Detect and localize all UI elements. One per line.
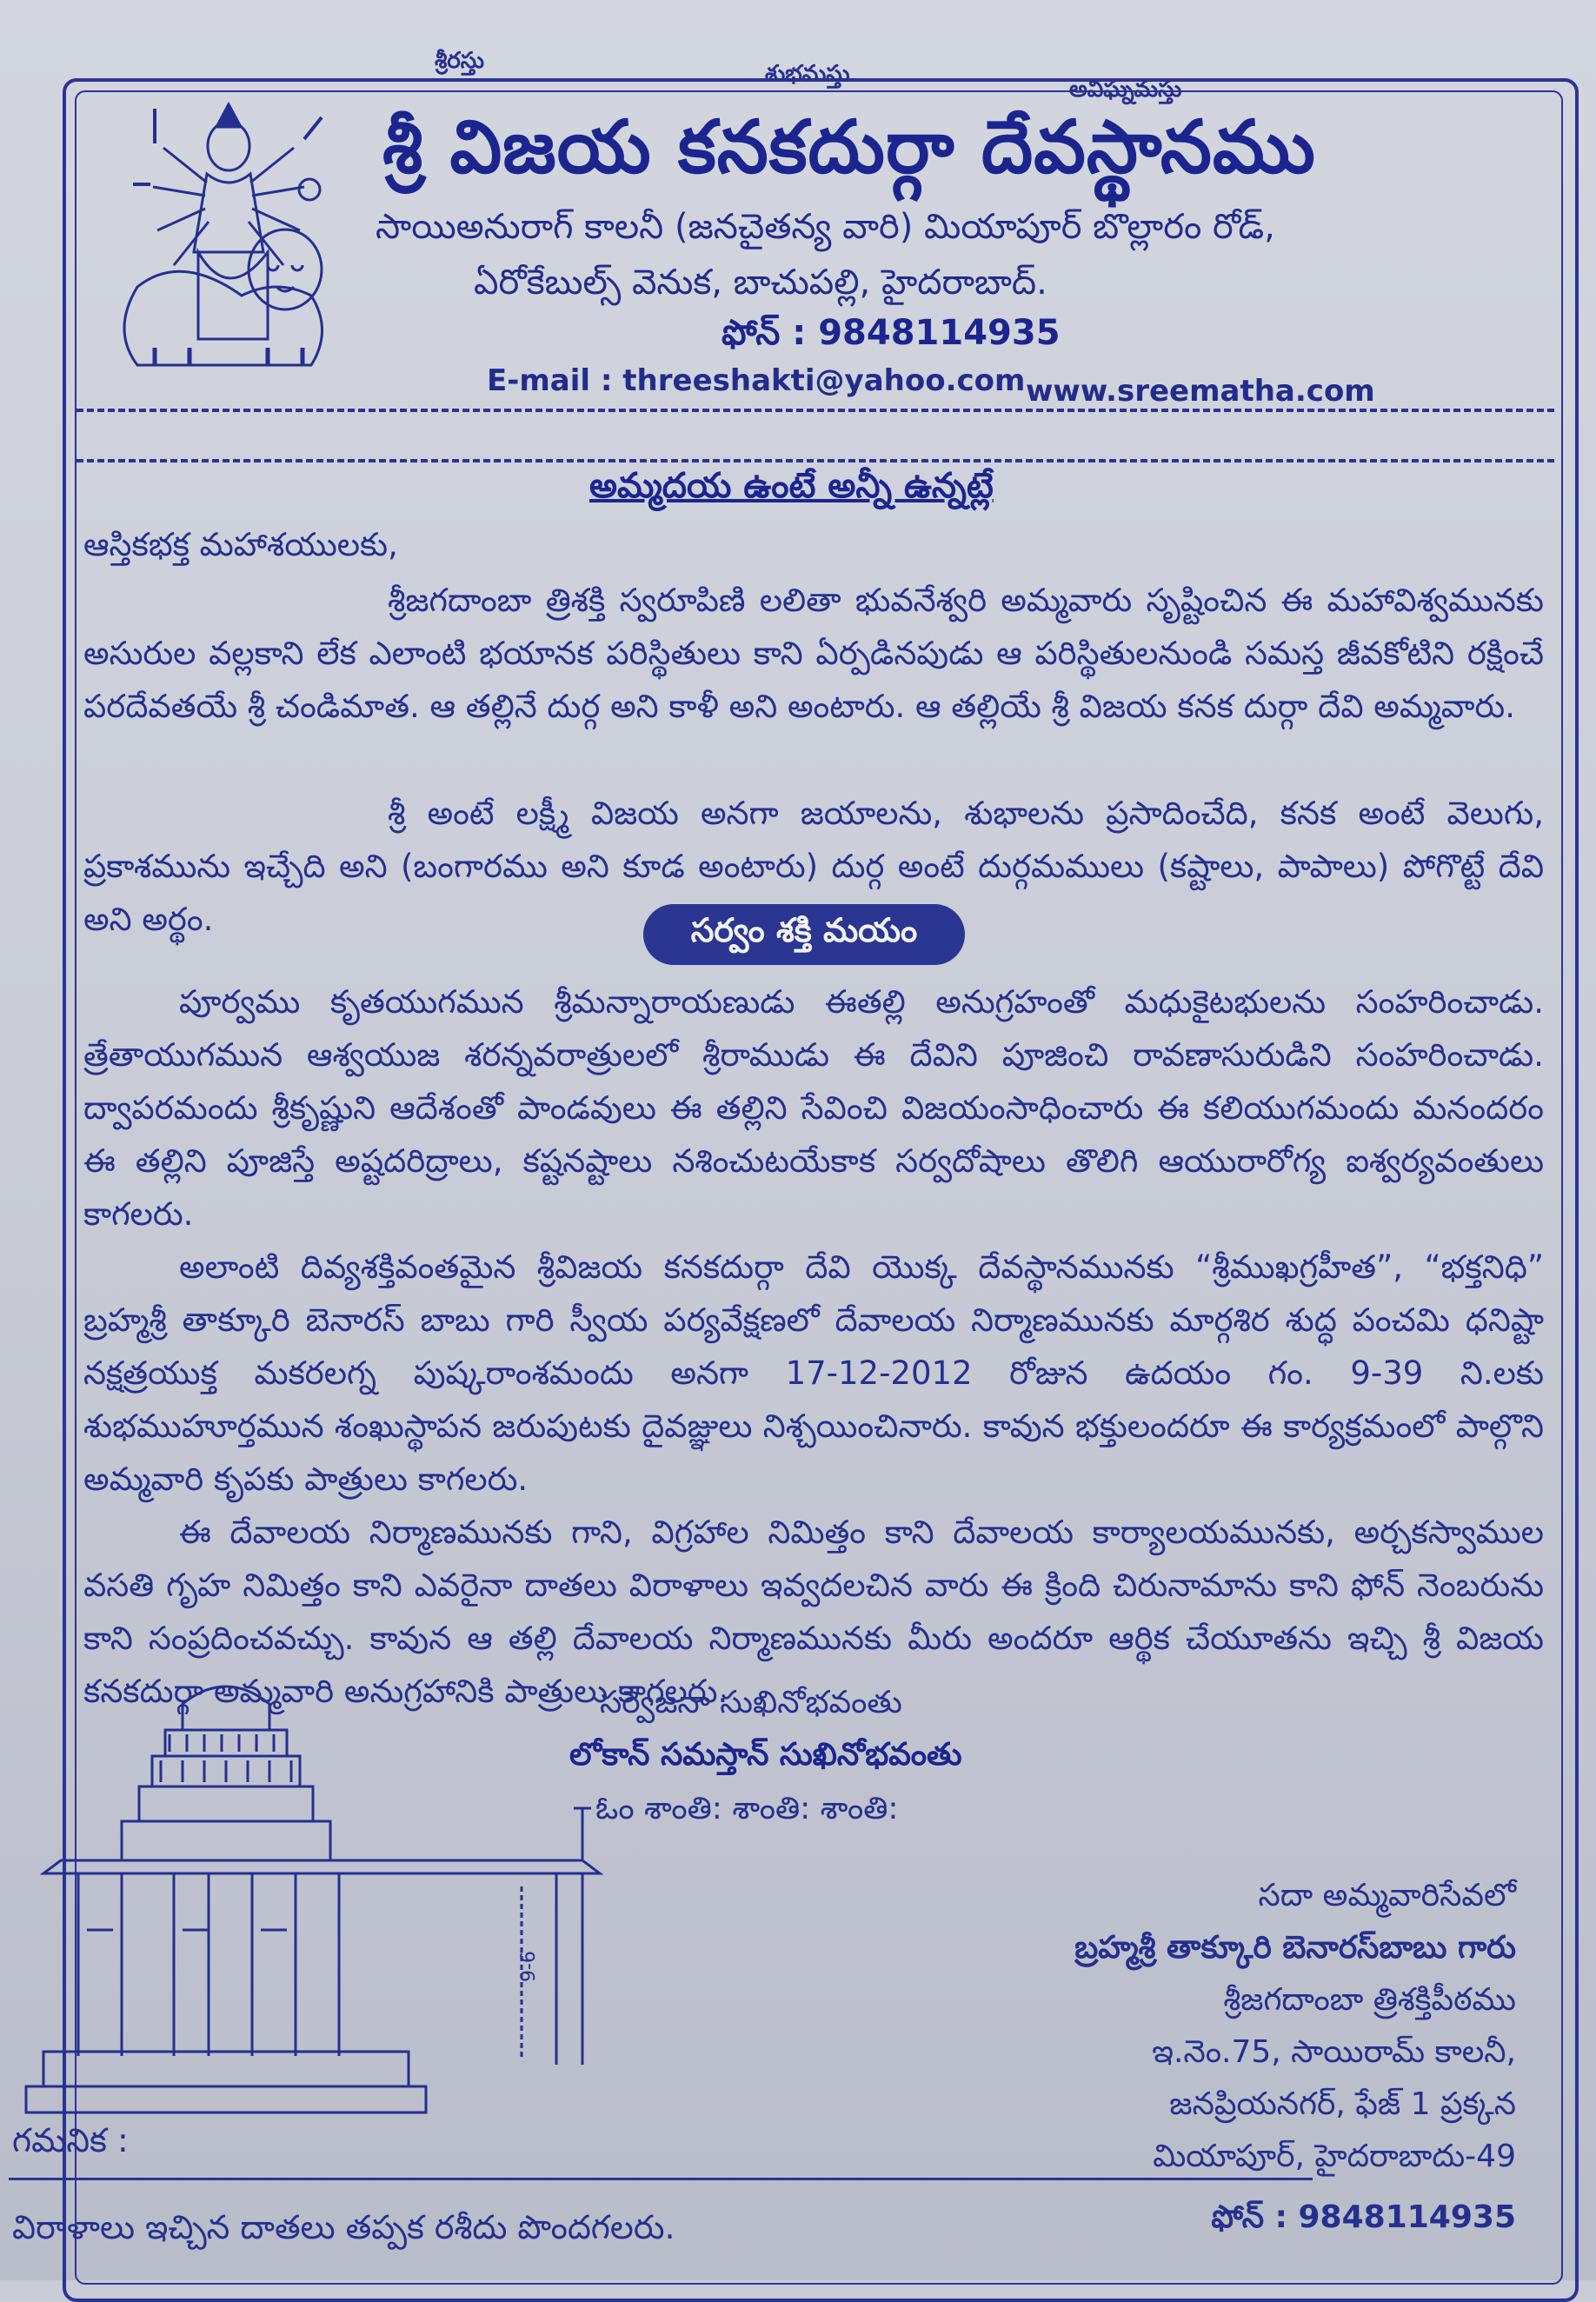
signature-line-2: బ్రహ్మశ్రీ తాక్కూరి బెనారస్‌బాబు గారు [1074,1930,1516,1966]
header-phone: ఫోన్ : 9848114935 [722,313,1061,353]
email-address: E-mail : threeshakti@yahoo.com [487,363,1026,398]
closing-line-2: లోకాన్ సమస్తాన్ సుఖినోభవంతు [569,1737,962,1773]
paragraph-foundation: అలాంటి దివ్యశక్తివంతమైన శ్రీవిజయ కనకదుర్గా దేవి యొక్క దేవస్థానమునకు “శ్రీముఖగ్రహీత”, “భక్తనిధి” బ్రహ్మశ్రీ తాక్కూరి బెనారస్ బాబు గారి స్వీయ పర్యవేక్షణలో దేవాలయ నిర్మాణమునకు మార్గశిర శుద్ధ పంచమి ధనిష్టా నక్షత్రయుక్త మకరలగ్న పుష్కరాంశమందు అనగా 17-12-2012 రోజున ఉదయం గం. 9-39 ని.లకు శుభముహూర్తమున శంఖుస్థాపన జరుపుటకు దైవజ్ఞులు నిశ్చయించినారు. కావున భక్తులందరూ ఈ కార్యక్రమంలో పాల్గొని అమ్మవారి కృపకు పాత్రులు కాగలరు. [83,1248,1544,1498]
signature-line-3: శ్రీజగదాంబా త్రిశక్తిపీఠము [1223,1982,1516,2018]
blessing-shubhamastu: శుభమస్తు [765,61,850,87]
paragraph-meaning: శ్రీ అంటే లక్ష్మీ విజయ అనగా జయాలను, శుభాలను ప్రసాదించేది, కనక అంటే వెలుగు, ప్రకాశమును ఇచ్చేది అని (బంగారము అని కూడ అంటారు) దుర్గ అంటే దుర్గమములు (కష్టాలు, పాపాలు) పోగొట్టే దేవి అని అర్థం. [83,795,1544,938]
paragraph-intro: శ్రీజగదాంబా త్రిశక్తి స్వరూపిణి లలితా భువనేశ్వరి అమ్మవారు సృష్టించిన ఈ మహావిశ్వమునకు అసురుల వల్లకాని లేక ఎలాంటి భయానక పరిస్థితులు కాని ఏర్పడినపుడు ఆ పరిస్థితులనుండి సమస్త జీవకోటిని రక్షించే పరదేవతయే శ్రీ చండిమాత. ఆ తల్లినే దుర్గ అని కాళీ అని అంటారు. ఆ తల్లియే శ్రీ విజయ కనక దుర్గా దేవి అమ్మవారు. [83,582,1544,725]
temple-illustration [9,1669,617,2156]
closing-line-3: ఓం శాంతి: శాంతి: శాంతి: [595,1791,899,1826]
note-label: గమనిక : [12,2121,129,2159]
note-text: విరాళాలు ఇచ్చిన దాతలు తప్పక రశీదు పొందగలరు. [12,2208,675,2246]
address-line-2: ఏరోకేబుల్స్ వెనుక, బాచుపల్లి, హైదరాబాద్. [474,263,1047,303]
temple-height-label: 9-6 [518,1951,540,1982]
closing-line-1: సర్వేజనా సుఖినోభవంతు [600,1685,902,1720]
divider-dashed-1 [76,409,1554,412]
address-line-1: సాయిఅనురాగ్ కాలనీ (జనచైతన్య వారి) మియాపూర్ బొల్లారం రోడ్, [376,207,1275,247]
blessing-avighnamastu: అవిఘ్నమస్తు [1069,77,1182,103]
signature-line-5: జనప్రియనగర్, ఫేజ్ 1 ప్రక్కన [1169,2086,1516,2122]
salutation: ఆస్తికభక్త మహాశయులకు, [83,526,398,563]
signature-line-4: ఇ.నెం.75, సాయిరామ్ కాలనీ, [1152,2034,1516,2070]
section-heading-sarvam-shakti: సర్వం శక్తి మయం [643,904,965,965]
temple-title: శ్రీ విజయ కనకదుర్గా దేవస్థానము [382,104,1316,190]
signature-line-1: సదా అమ్మవారిసేవలో [1258,1878,1516,1913]
divider-dashed-2 [76,459,1554,462]
paragraph-donation: ఈ దేవాలయ నిర్మాణమునకు గాని, విగ్రహాల నిమిత్తం కాని దేవాలయ కార్యాలయమునకు, అర్చకస్వాముల వసతి గృహ నిమిత్తం కాని ఎవరైనా దాతలు విరాళాలు ఇవ్వదలచిన వారు ఈ క్రింది చిరునామాను కాని ఫోన్ నెంబరును కాని సంప్రదించవచ్చు. కావున ఆ తల్లి దేవాలయ నిర్మాణమునకు మీరు అందరూ ఆర్థిక చేయూతను ఇచ్చి శ్రీ విజయ కనకదుర్గా అమ్మవారి అనుగ్రహానికి పాత్రులు కాగలరు. [83,1514,1544,1710]
goddess-durga-illustration [103,87,355,383]
paragraph-history: పూర్వము కృతయుగమున శ్రీమన్నారాయణుడు ఈతల్లి అనుగ్రహంతో మధుకైటభులను సంహరించాడు. త్రేతాయుగమున ఆశ్వయుజ శరన్నవరాత్రులలో శ్రీరాముడు ఈ దేవిని పూజించి రావణాసురుడిని సంహరించాడు. ద్వాపరమందు శ్రీకృష్ణుని ఆదేశంతో పాండవులు ఈ తల్లిని సేవించి విజయంసాధించారు ఈ కలియుగమందు మనందరం ఈ తల్లిని పూజిస్తే అష్టదరిద్రాలు, కష్టనష్టాలు నశించుటయేకాక సర్వదోషాలు తొలిగి ఆయురారోగ్య ఐశ్వర్యవంతులు కాగలరు. [83,983,1544,1233]
note-divider [9,2178,1313,2180]
signature-line-6: మియాపూర్, హైదరాబాదు-49 [1153,2139,1516,2174]
signature-phone: ఫోన్ : 9848114935 [1211,2199,1516,2235]
website: www.sreematha.com [1026,374,1375,409]
blessing-srirastu: శ్రీరస్తు [435,48,484,74]
section-heading-amma-daya: అమ్మదయ ఉంటే అన్నీ ఉన్నట్లే [589,466,994,506]
